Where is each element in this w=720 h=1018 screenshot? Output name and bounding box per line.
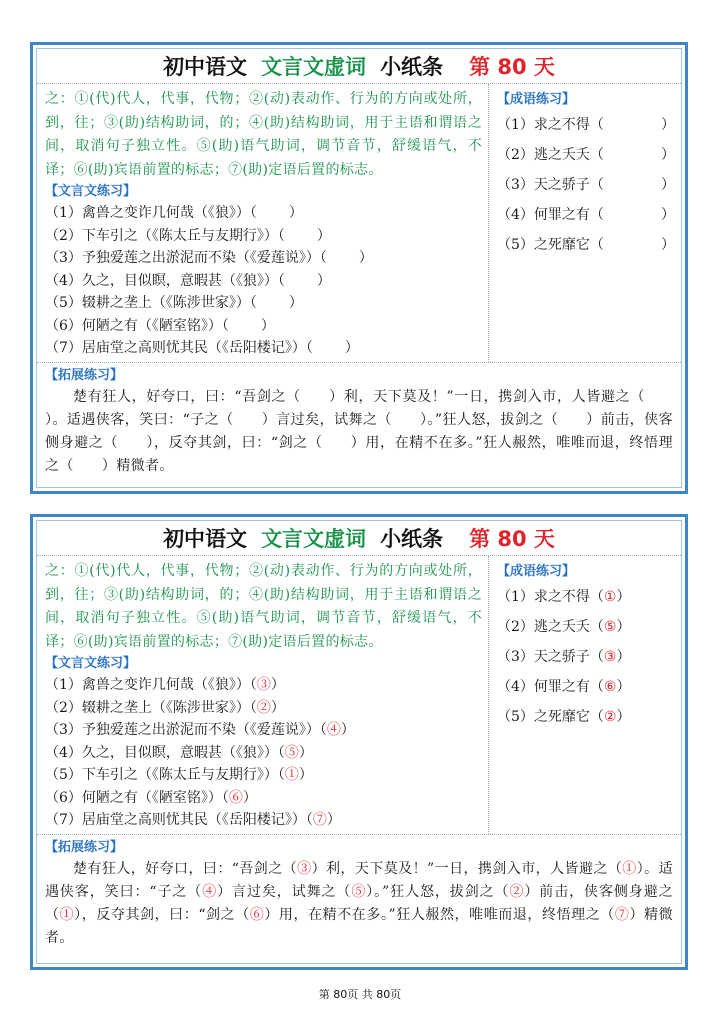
item-text: （1）禽兽之变诈几何哉（《狼》）（ — [45, 205, 257, 221]
left-column — [37, 556, 489, 834]
expand-passage — [45, 386, 673, 478]
left-column — [37, 84, 489, 362]
wenyan-item — [45, 764, 482, 787]
item-text: （6）何陋之有（《陋室铭》）（ — [45, 789, 229, 806]
passage-text: 楚有狂人，好夸口，曰：“吾剑之（ — [73, 388, 301, 405]
item-text: （6）何陋之有（《陋室铭》）（ — [45, 317, 229, 334]
item-text: （4）久之，目似瞑，意暇甚（《狼》）（ — [45, 272, 285, 289]
passage-text: ）。适遇侠客，笑曰：“子之（ — [45, 860, 673, 900]
close-paren: ） — [316, 272, 331, 289]
item-text: （7）居庙堂之高则忧其民（《岳阳楼记》）（ — [45, 340, 313, 356]
item-text: （4）何罪之有（ — [497, 207, 604, 223]
passage-text: ）前击，侠客侧身避之（ — [45, 883, 674, 923]
chengyu-list — [497, 110, 675, 260]
item-text: （7）居庙堂之高则忧其民（《岳阳楼记》）（ — [45, 812, 313, 828]
answer-mark: ⑥ — [249, 906, 265, 923]
item-text: （2）下车引之（《陈太丘与友期行》）（ — [45, 227, 285, 244]
worksheet-card-exercise — [30, 42, 688, 494]
answer-mark: ⑥ — [228, 789, 243, 806]
close-paren: ） — [288, 205, 303, 221]
right-column — [489, 84, 681, 362]
wenyan-item — [45, 292, 482, 315]
passage-text: ）利，天下莫及！”一日，携剑入市，人皆避之（ — [311, 860, 623, 877]
wenyan-item — [45, 809, 482, 832]
close-paren: ） — [661, 177, 675, 193]
wenyan-item — [45, 742, 482, 765]
card-title — [37, 521, 681, 556]
chengyu-item — [497, 170, 675, 200]
close-paren: ） — [616, 679, 631, 695]
answer-mark: ⑤ — [603, 619, 617, 635]
answer-blank[interactable] — [629, 170, 661, 200]
wenyan-item — [45, 270, 482, 293]
close-paren: ） — [661, 237, 675, 253]
item-text: （1）禽兽之变诈几何哉（《狼》）（ — [45, 677, 257, 693]
chengyu-item — [497, 200, 675, 230]
close-paren: ） — [242, 789, 257, 806]
close-paren: ） — [661, 147, 675, 163]
answer-mark: ① — [603, 589, 617, 605]
answer-mark: ③ — [256, 677, 271, 693]
close-paren: ） — [358, 250, 373, 266]
answer-mark: ⑥ — [603, 679, 617, 695]
passage-text: ）精微者。 — [45, 906, 674, 946]
title-topic: 文言文虚词 — [261, 55, 367, 79]
item-text: （2）逃之夭夭（ — [497, 619, 604, 635]
item-text: （5）辍耕之垄上（《陈涉世家》）（ — [45, 295, 257, 311]
item-text: （5）之死靡它（ — [497, 709, 604, 725]
wenyan-list — [45, 674, 482, 832]
item-text: （1）求之不得（ — [497, 589, 604, 605]
page-footer: 第 80页 共 80页 — [318, 988, 402, 1001]
card-frame — [36, 520, 682, 964]
chengyu-item — [497, 702, 675, 732]
answer-mark: ② — [256, 699, 271, 716]
passage-text: ）用，在精不在多。”狂人赧然，唯唯而退，终悟理之（ — [264, 906, 615, 923]
item-text: （5）下车引之（《陈太丘与友期行》）（ — [45, 767, 285, 783]
chengyu-item — [497, 672, 675, 702]
passage-text: ）精微者。 — [101, 457, 174, 474]
wenyan-item — [45, 787, 482, 810]
chengyu-item — [497, 612, 675, 642]
card-title — [37, 49, 681, 84]
answer-mark: ③ — [297, 860, 312, 877]
chengyu-label: 【成语练习】 — [497, 564, 576, 579]
expand-label: 【拓展练习】 — [45, 839, 124, 855]
title-day: 第 80 天 — [469, 55, 555, 79]
title-subject: 初中语文 — [163, 55, 248, 79]
close-paren: ） — [326, 812, 341, 828]
title-day: 第 80 天 — [469, 527, 555, 551]
close-paren: ） — [260, 317, 275, 334]
passage-text: ）前击，侠客侧身避之（ — [45, 411, 673, 451]
upper-section — [37, 84, 681, 362]
passage-text: ）利，天下莫及！”一日，携剑入市，人皆避之（ — [328, 388, 645, 405]
upper-section — [37, 556, 681, 834]
close-paren: ） — [344, 340, 359, 356]
answer-mark: ① — [284, 767, 299, 783]
close-paren: ） — [616, 619, 631, 635]
expand-passage — [45, 858, 673, 950]
item-text: （3）天之骄子（ — [497, 177, 604, 193]
passage-text: ）。适遇侠客，笑曰：“子之（ — [45, 411, 234, 428]
close-paren: ） — [661, 117, 675, 133]
answer-mark: ④ — [202, 883, 218, 900]
passage-text: ）。”狂人怒，拔剑之（ — [419, 411, 559, 428]
title-subject: 初中语文 — [163, 527, 248, 551]
passage-text: ）言过矣，试舞之（ — [217, 883, 352, 900]
item-text: （1）求之不得（ — [497, 117, 604, 133]
answer-blank[interactable] — [629, 140, 661, 170]
chengyu-item — [497, 230, 675, 260]
close-paren: ） — [616, 649, 631, 665]
item-text: （4）久之，目似瞑，意暇甚（《狼》）（ — [45, 744, 285, 761]
passage-text: ）。”狂人怒，拔剑之（ — [366, 883, 510, 900]
passage-text: ），反夺其剑，曰：“剑之（ — [74, 906, 250, 923]
answer-mark: ② — [509, 883, 525, 900]
answer-mark: ③ — [603, 649, 617, 665]
wenyan-label: 【文言文练习】 — [45, 184, 137, 199]
chengyu-item — [497, 582, 675, 612]
wenyan-label: 【文言文练习】 — [45, 656, 137, 671]
wenyan-item — [45, 225, 482, 248]
chengyu-item — [497, 642, 675, 672]
answer-mark: ② — [603, 709, 617, 725]
item-text: （2）逃之夭夭（ — [497, 147, 604, 163]
close-paren: ） — [616, 589, 631, 605]
definition-text: 之：①(代)代人，代事，代物；②(动)表动作、行为的方向或处所，到，往；③(助)结构助词，的；④(助)结构助词，用于主语和谓语之间，取消句子独立性。⑤(助)语气助词，调节音节，舒缓语气，不译；⑥(助)宾语前置的标志；⑦(助)定语后置的标志。 — [45, 91, 482, 178]
answer-mark: ⑦ — [312, 812, 327, 828]
chengyu-label: 【成语练习】 — [497, 92, 576, 107]
passage-text: 楚有狂人，好夸口，曰：“吾剑之（ — [73, 860, 298, 877]
close-paren: ） — [270, 699, 285, 716]
passage-text: ）言过矣，试舞之（ — [261, 411, 392, 428]
close-paren: ） — [340, 722, 355, 738]
item-text: （2）辍耕之垄上（《陈涉世家》）（ — [45, 699, 257, 716]
expand-section — [37, 834, 681, 952]
answer-mark: ① — [59, 906, 75, 923]
title-note: 小纸条 — [380, 527, 444, 551]
answer-mark: ⑦ — [614, 906, 630, 923]
definition-text: 之：①(代)代人，代事，代物；②(动)表动作、行为的方向或处所，到，往；③(助)结构助词，的；④(助)结构助词，用于主语和谓语之间，取消句子独立性。⑤(助)语气助词，调节音节，舒缓语气，不译；⑥(助)宾语前置的标志；⑦(助)定语后置的标志。 — [45, 563, 482, 650]
close-paren: ） — [298, 767, 313, 783]
expand-label: 【拓展练习】 — [45, 367, 124, 383]
close-paren: ） — [288, 295, 303, 311]
item-text: （4）何罪之有（ — [497, 679, 604, 695]
title-note: 小纸条 — [380, 55, 444, 79]
wenyan-item — [45, 315, 482, 338]
passage-text: ）用，在精不在多。”狂人赧然，唯唯而退，终悟理之（ — [45, 434, 674, 474]
wenyan-item — [45, 719, 482, 742]
answer-mark: ⑤ — [351, 883, 367, 900]
item-text: （3）天之骄子（ — [497, 649, 604, 665]
title-topic: 文言文虚词 — [261, 527, 367, 551]
close-paren: ） — [661, 207, 675, 223]
answer-mark: ⑤ — [284, 744, 299, 761]
passage-text: ），反夺其剑，曰：“剑之（ — [146, 434, 323, 451]
item-text: （5）之死靡它（ — [497, 237, 604, 253]
answer-mark: ④ — [326, 722, 341, 738]
worksheet-card-answers — [30, 514, 688, 970]
chengyu-item — [497, 110, 675, 140]
expand-section — [37, 362, 681, 480]
close-paren: ） — [270, 677, 285, 693]
wenyan-item — [45, 697, 482, 720]
card-frame — [36, 48, 682, 488]
wenyan-item — [45, 337, 482, 360]
answer-blank[interactable] — [629, 200, 661, 230]
wenyan-list — [45, 202, 482, 360]
answer-mark: ① — [622, 860, 637, 877]
item-text: （3）予独爱莲之出淤泥而不染（《爱莲说》）（ — [45, 722, 327, 738]
chengyu-item — [497, 140, 675, 170]
answer-blank[interactable] — [629, 230, 661, 260]
wenyan-item — [45, 674, 482, 697]
close-paren: ） — [616, 709, 631, 725]
wenyan-item — [45, 247, 482, 270]
wenyan-item — [45, 202, 482, 225]
close-paren: ） — [298, 744, 313, 761]
chengyu-list — [497, 582, 675, 732]
item-text: （3）予独爱莲之出淤泥而不染（《爱莲说》）（ — [45, 250, 327, 266]
right-column — [489, 556, 681, 834]
close-paren: ） — [316, 227, 331, 244]
answer-blank[interactable] — [629, 110, 661, 140]
